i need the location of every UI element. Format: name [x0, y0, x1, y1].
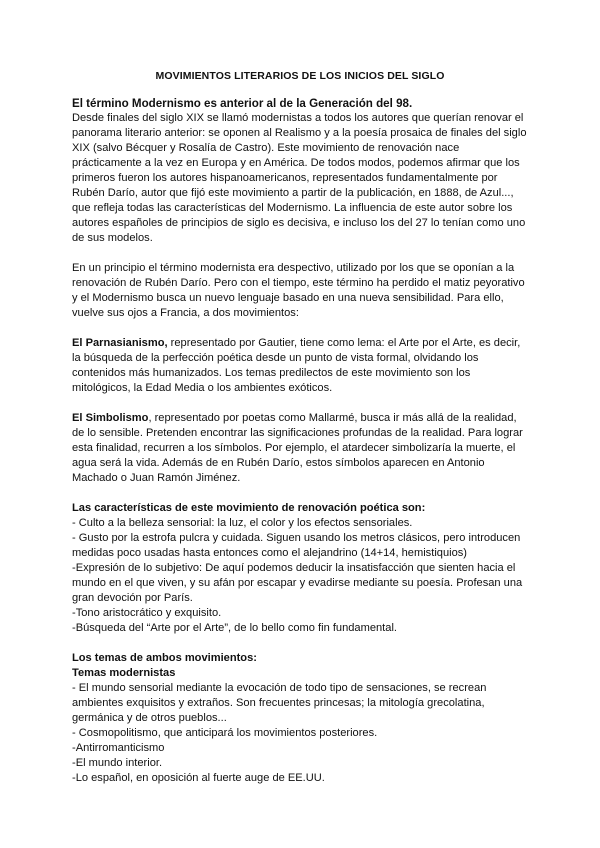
list-item: - El mundo sensorial mediante la evocación de todo tipo de sensaciones, se recrean ambientes exquisitos y extraños. Son frecuentes princesas; la mitología grecolatina, germánica y de otros pueblos...: [72, 682, 487, 724]
list-item: -Búsqueda del “Arte por el Arte”, de lo bello como fin fundamental.: [72, 622, 397, 634]
simbolismo-text: , representado por poetas como Mallarmé, busca ir más allá de la realidad, de lo sensible. Pretenden encontrar las significaciones profundas de la realidad. Para lograr esta finalidad, recurren a los símbolos. Por ejemplo, el atardecer simbolizaría la muerte, el agua será la vida. Además de en Rubén Darío, estos símbolos aparecen en Antonio Machado o Juan Ramón Jiménez.: [72, 412, 523, 484]
list-item: - Cosmopolitismo, que anticipará los movimientos posteriores.: [72, 727, 378, 739]
list-item: -Expresión de lo subjetivo: De aquí podemos deducir la insatisfacción que sienten hacia el mundo en el que viven, y su afán por escapar y evadirse mediante su poesía. Profesan una gran devoción por París.: [72, 562, 523, 604]
section-text-modernismo: Desde finales del siglo XIX se llamó modernistas a todos los autores que querían renovar el panorama literario anterior: se oponen al Realismo y a la poesía prosaica de finales del siglo XIX (salvo Bécquer y Rosalía de Castro). Este movimiento de renovación nace prácticamente a la vez en Europa y en América. De todos modos, podemos afirmar que los primeros fueron los autores hispanoamericanos, representados fundamentalmente por Rubén Darío, autor que fijó este movimiento a partir de la publicación, en 1888, de Azul..., que refleja todas las características del Modernismo. La influencia de este autor sobre los autores españoles de principios de siglo es decisiva, e incluso los del 27 lo tenían como uno de sus modelos.: [72, 112, 527, 244]
list-item: -Lo español, en oposición al fuerte auge de EE.UU.: [72, 772, 325, 784]
section-parnasianismo: [72, 336, 528, 396]
section-despectivo: [72, 261, 528, 321]
list-item: -Antirromanticismo: [72, 742, 165, 754]
section-temas: [72, 651, 528, 786]
caracteristicas-heading: Las características de este movimiento de renovación poética son:: [72, 502, 426, 514]
section-caracteristicas: [72, 501, 528, 636]
list-item: - Culto a la belleza sensorial: la luz, el color y los efectos sensoriales.: [72, 517, 413, 529]
section-simbolismo: [72, 411, 528, 486]
page-title: MOVIMIENTOS LITERARIOS DE LOS INICIOS DEL SIGLO: [155, 70, 445, 82]
simbolismo-label: El Simbolismo: [72, 412, 149, 424]
parnasianismo-label: El Parnasianismo,: [72, 337, 168, 349]
list-item: - Gusto por la estrofa pulcra y cuidada. Siguen usando los metros clásicos, pero introducen medidas poco usadas hasta entonces como el alejandrino (14+14, hemistiquios): [72, 532, 521, 559]
temas-heading: Los temas de ambos movimientos:: [72, 652, 257, 664]
parnasianismo-text: representado por Gautier, tiene como lema: el Arte por el Arte, es decir, la búsqueda de la perfección poética desde un punto de vista formal, olvidando los contenidos más humanizados. Los temas predilectos de este movimiento son los mitológicos, la Edad Media o los ambientes exóticos.: [72, 337, 521, 394]
temas-subheading: Temas modernistas: [72, 667, 176, 679]
list-item: -El mundo interior.: [72, 757, 163, 769]
section-text-despectivo: En un principio el término modernista era despectivo, utilizado por los que se oponían a la renovación de Rubén Darío. Pero con el tiempo, este término ha perdido el matiz peyorativo y el Modernismo busca un nuevo lenguaje basado en una nueva sensibilidad. Para ello, vuelve sus ojos a Francia, a dos movimientos:: [72, 262, 525, 319]
section-heading-modernismo: El término Modernismo es anterior al de la Generación del 98.: [72, 97, 413, 110]
section-modernismo: [72, 96, 528, 246]
list-item: -Tono aristocrático y exquisito.: [72, 607, 222, 619]
